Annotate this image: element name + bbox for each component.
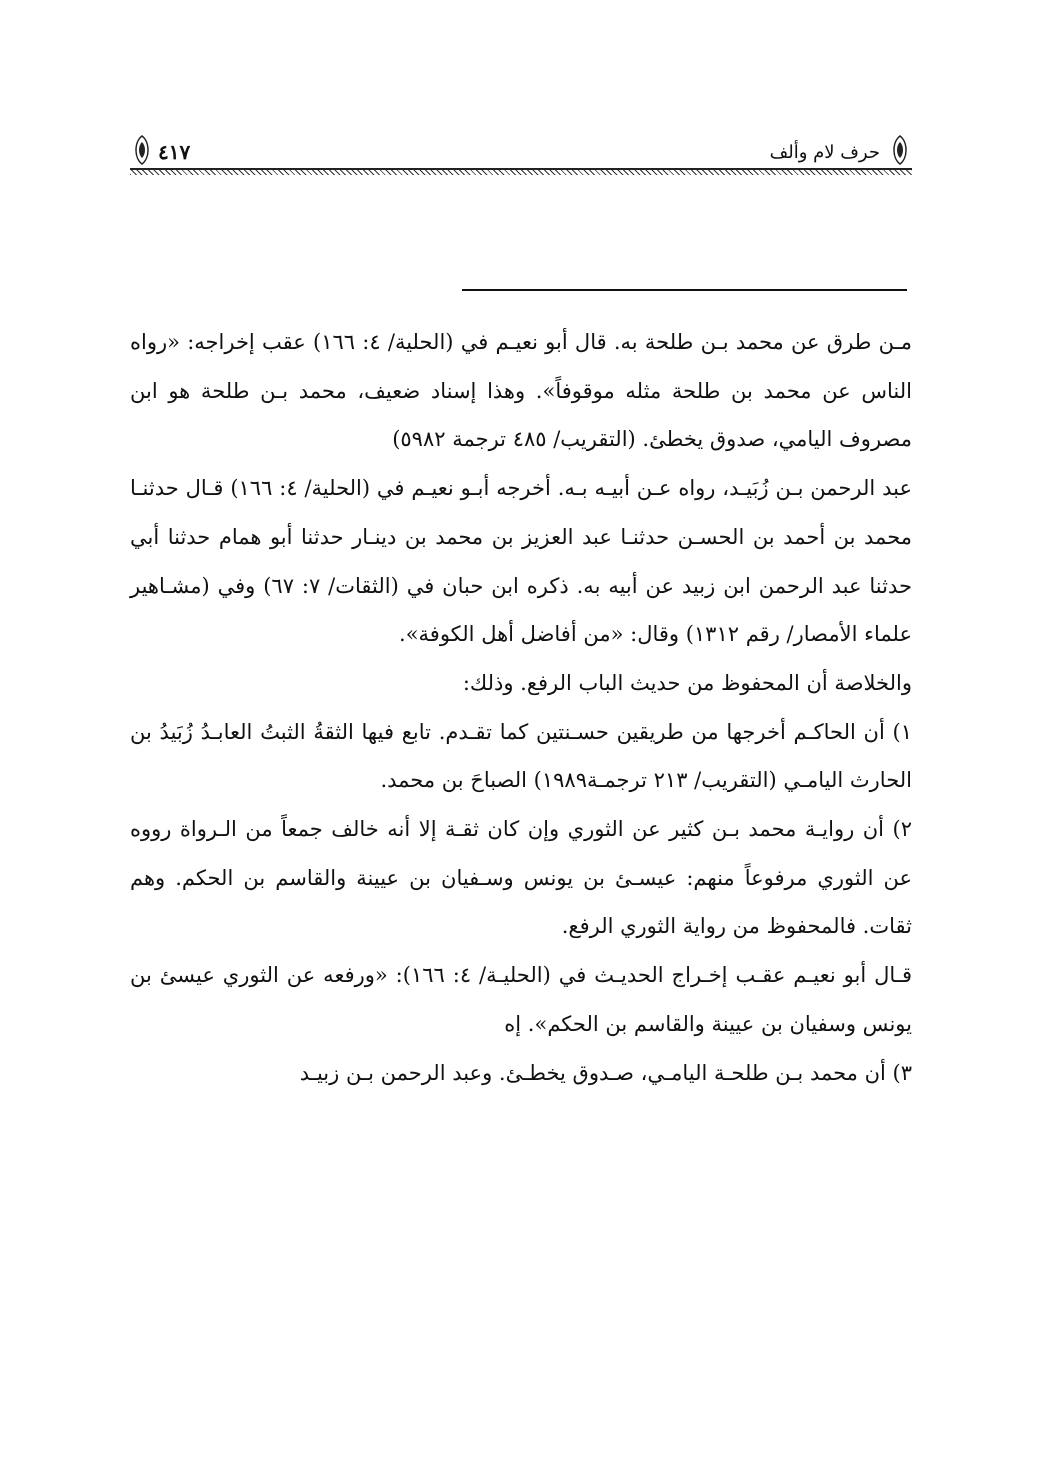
chapter-title: حرف لام وألف xyxy=(769,142,880,163)
header-rule xyxy=(130,168,912,175)
footnote-separator xyxy=(462,289,907,291)
paragraph: ٣) أن محمد بـن طلحـة اليامـي، صـدوق يخطـئ. وعبد الرحمن بـن زبيـد xyxy=(299,1060,912,1085)
paragraph: عبد الرحمن بـن زُبَيـد، رواه عـن أبيـه بـه. أخرجه أبـو نعيـم في (الحلية/ ٤: ١٦٦) قـال حدثنـا محمد بن أحمد بن الحسـن حدثنـا عبد العزيز بن محمد بن دينـار حدثنا أبو همام حدثنا أبي حدثنا عبد الرحمن ابن زبيد عن أبيه به. ذكره ابن حبان في (الثقات/ ٧: ٦٧) وفي (مشـاهير علماء الأمصار/ رقم ١٣١٢) وقال: «من أفاضل أهل الكوفة». xyxy=(130,476,912,647)
paragraph: ٢) أن روايـة محمد بـن كثير عن الثوري وإن كان ثقـة إلا أنه خالف جمعاً من الـرواة رووه عن الثوري مرفوعاً منهم: عيسـئ بن يونس وسـفيان بن عيينة والقاسم بن الحكم. وهم ثقات. فالمحفوظ من رواية الثوري الرفع. xyxy=(130,817,912,939)
ornament-icon xyxy=(130,134,154,166)
paragraph: ١) أن الحاكـم أخرجها من طريقين حسـنتين كما تقـدم. تابع فيها الثقةُ الثبتُ العابـدُ زُبَيدُ بن الحارث اليامـي (التقريب/ ٢١٣ ترجمـة١٩٨٩) الصباحَ بن محمد. xyxy=(130,719,912,793)
paragraph: والخلاصة أن المحفوظ من حديث الباب الرفع. وذلك: xyxy=(462,670,912,695)
page-number: ٤١٧ xyxy=(158,140,191,164)
footnote-text xyxy=(130,318,912,1097)
page-header xyxy=(130,130,912,174)
paragraph: قـال أبو نعيـم عقـب إخـراج الحديـث في (الحليـة/ ٤: ١٦٦): «ورفعه عن الثوري عيسئ بن يونس وسفيان بن عيينة والقاسم بن الحكم». إه xyxy=(130,963,912,1036)
paragraph: مـن طرق عن محمد بـن طلحة به. قال أبو نعيـم في (الحلية/ ٤: ١٦٦) عقب إخراجه: «رواه الناس عن محمد بن طلحة مثله موقوفاً». وهذا إسناد ضعيف، محمد بـن طلحة هو ابن مصروف اليامي، صدوق يخطئ. (التقريب/ ٤٨٥ ترجمة ٥٩٨٢) xyxy=(130,330,912,452)
ornament-icon xyxy=(888,134,912,166)
